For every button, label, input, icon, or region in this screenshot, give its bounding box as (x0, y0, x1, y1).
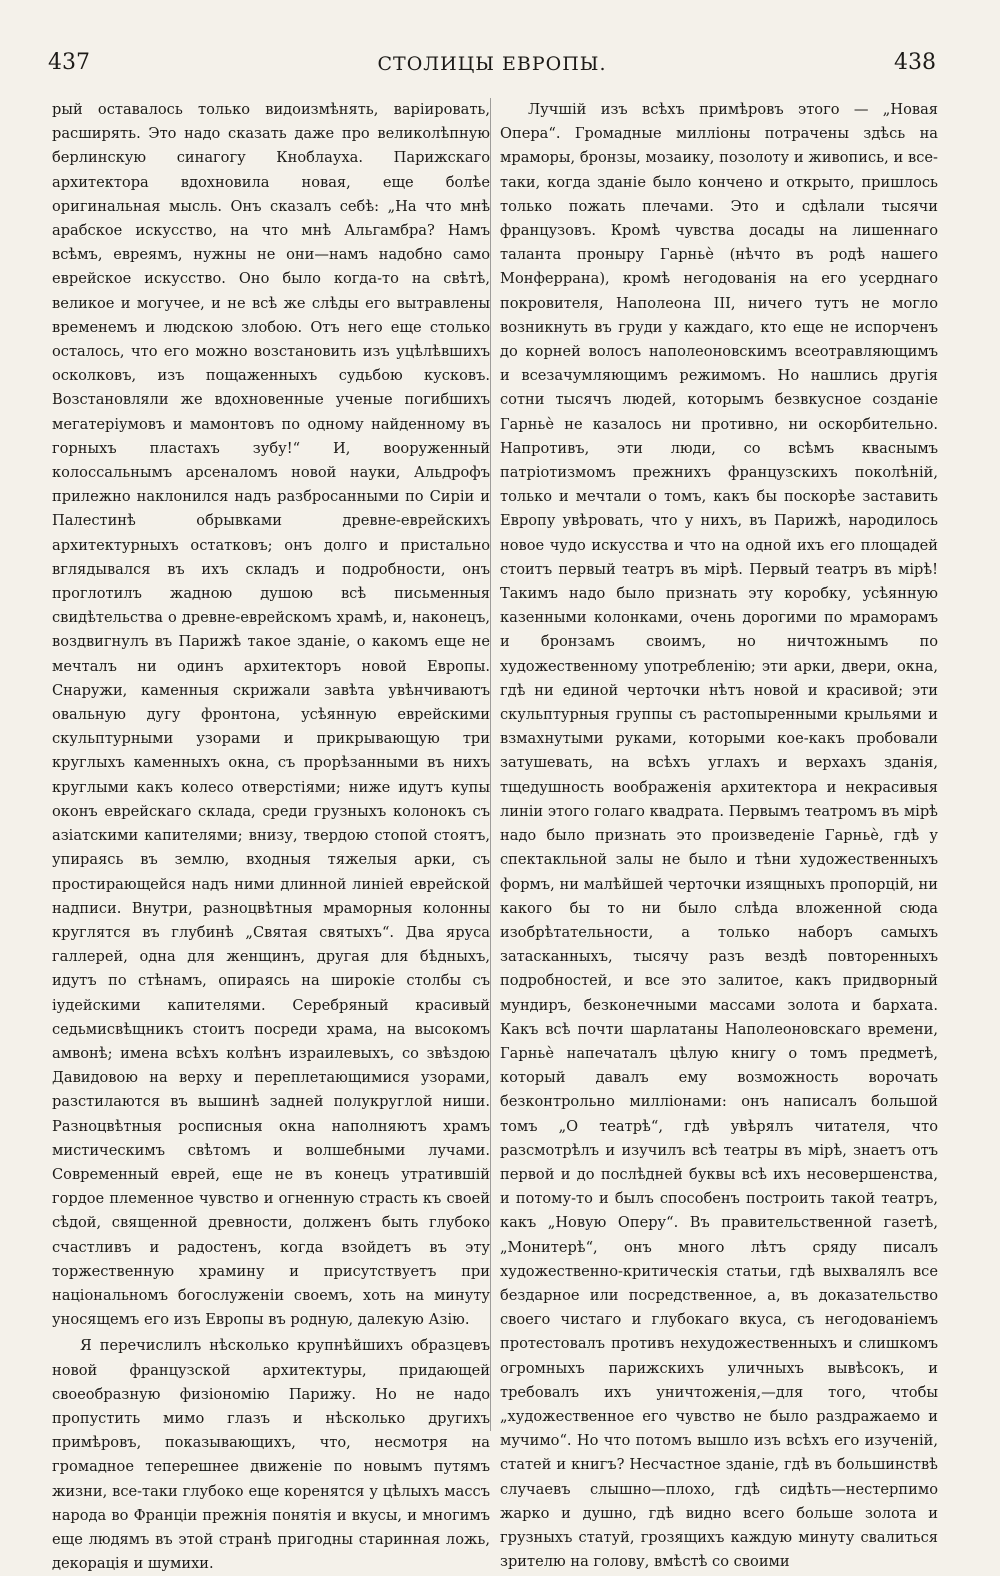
page-number-right: 438 (894, 50, 936, 75)
paragraph: Я перечислилъ нѣсколько крупнѣйшихъ образцевъ новой французской архитектуры, придающей своеобразную физіономію Парижу. Но не надо пропустить мимо глазъ и нѣсколько другихъ примѣровъ, показывающихъ, что, несмотря на громадное теперешнее движеніе по новымъ путямъ жизни, все-таки глубоко еще коренятся у цѣлыхъ массъ народа во Франціи прежнія понятія и вкусы, и многимъ еще людямъ въ этой странѣ пригодны старинная ложь, декорація и шумихи. (52, 1337, 490, 1573)
paragraph: Лучшій изъ всѣхъ примѣровъ этого — „Новая Опера“. Громадные милліоны потрачены здѣсь на мраморы, бронзы, мозаику, позолоту и живопись, и все-таки, когда зданіе было кончено и открыто, пришлось только пожать плечами. Это и сдѣлали тысячи французовъ. Кромѣ чувства досады на лишеннаго таланта проныру Гарньѐ (нѣчто въ родѣ нашего Монферрана), кромѣ негодованія на его усерднаго покровителя, Наполеона III, ничего тутъ не могло возникнуть въ груди у каждаго, кто еще не испорченъ до корней волосъ наполеоновскимъ всеотравляющимъ и всезачумляющимъ режимомъ. Но нашлись другія сотни тысячъ людей, которымъ безвкусное созданіе Гарньѐ не казалось ни противно, ни оскорбительно. Напротивъ, эти люди, со всѣмъ кваснымъ патріотизмомъ прежнихъ французскихъ поколѣній, только и мечтали о томъ, какъ бы поскорѣе заставить Европу увѣровать, что у нихъ, въ Парижѣ, народилось новое чудо искусства и что на одной ихъ его площадей стоитъ первый театръ въ мірѣ. Первый театръ въ мірѣ! Такимъ надо было признать эту коробку, усѣянную казенными колонками, очень дорогими по мраморамъ и бронзамъ своимъ, но ничтожнымъ по художественному употребленію; эти арки, двери, окна, гдѣ ни единой черточки нѣтъ новой и красивой; эти скульптурныя группы съ растопыренными крыльями и взмахнутыми руками, которыми кое-какъ пробовали затушевать, на всѣхъ углахъ и верхахъ зданія, тщедушность воображенія архитектора и некрасивыя линіи этого голаго квадрата. Первымъ театромъ въ мірѣ надо было признать это произведеніе Гарньѐ, гдѣ у спектакльной залы не было и тѣни художественныхъ формъ, ни малѣйшей черточки изящныхъ пропорцій, ни какого бы то ни было слѣда вложенной сюда изобрѣтательности, а только наборъ самыхъ затасканныхъ, тысячу разъ вездѣ повторенныхъ подробностей, и все это залитое, какъ придворный мундиръ, безконечными массами золота и бархата. Какъ всѣ почти шарлатаны Наполеоновскаго времени, Гарньѐ напечаталъ цѣлую книгу о томъ предметѣ, который давалъ ему возможность ворочать безконтрольно милліонами: онъ написалъ большой томъ „О театрѣ“, гдѣ увѣрялъ читателя, что разсмотрѣлъ и изучилъ всѣ театры въ мірѣ, знаетъ отъ первой и до послѣдней буквы всѣ ихъ несовершенства, и потому-то и былъ способенъ построить такой театръ, какъ „Новую Оперу“. Въ правительственной газетѣ, „Монитерѣ“, онъ много лѣтъ сряду писалъ художественно-критическія статьи, гдѣ выхвалялъ все бездарное или посредственное, а, въ доказательство своего чистаго и глубокаго вкуса, съ негодованіемъ протестовалъ противъ нехудожественныхъ и слишкомъ огромныхъ парижскихъ уличныхъ вывѣсокъ, и требовалъ ихъ уничтоженія,—для того, чтобы „художественное его чувство не было раздражаемо и мучимо“. Но что потомъ вышло изъ всѣхъ его изученій, статей и книгъ? Несчастное зданіе, гдѣ въ большинствѣ случаевъ слышно—плохо, гдѣ сидѣть—нестерпимо жарко и душно, гдѣ видно всего больше золота и грузныхъ статуй, грозящихъ каждую минуту свалиться зрителю на голову, вмѣстѣ со своими (500, 101, 938, 1571)
running-header (48, 50, 936, 84)
left-column (52, 98, 490, 1576)
column-divider (490, 98, 491, 1431)
right-column (500, 98, 938, 1574)
running-title: СТОЛИЦЫ ЕВРОПЫ. (377, 53, 607, 75)
paragraph: рый оставалось только видоизмѣнять, варіировать, расширять. Это надо сказать даже про великолѣпную берлинскую синагогу Кноблауха. Парижскаго архитектора вдохновила новая, еще болѣе оригинальная мысль. Онъ сказалъ себѣ: „На что мнѣ арабское искусство, на что мнѣ Альгамбра? Намъ всѣмъ, евреямъ, нужны не они—намъ надобно само еврейское искусство. Оно было когда-то на свѣтѣ, великое и могучее, и не всѣ же слѣды его вытравлены временемъ и людскою злобою. Отъ него еще столько осталось, что его можно возстановить изъ уцѣлѣвшихъ осколковъ, изъ пощаженныхъ судьбою кусковъ. Возстановляли же вдохновенные ученые погибшихъ мегатеріумовъ и мамонтовъ по одному найденному въ горныхъ пластахъ зубу!“ И, вооруженный колоссальнымъ арсеналомъ новой науки, Альдрофъ прилежно наклонился надъ разбросанными по Сиріи и Палестинѣ обрывками древне-еврейскихъ архитектурныхъ остатковъ; онъ долго и пристально вглядывался въ ихъ складъ и подробности, онъ проглотилъ жадною душою всѣ письменныя свидѣтельства о древне-еврейскомъ храмѣ, и, наконецъ, воздвигнулъ въ Парижѣ такое зданіе, о какомъ еще не мечталъ ни одинъ архитекторъ новой Европы. Снаружи, каменныя скрижали завѣта увѣнчиваютъ овальную дугу фронтона, усѣянную еврейскими скульптурными узорами и прикрывающую три круглыхъ каменныхъ окна, съ прорѣзанными въ нихъ круглыми какъ колесо отверстіями; ниже идутъ купы оконъ еврейскаго склада, среди грузныхъ колонокъ съ азіатскими капителями; внизу, твердою стопой стоятъ, упираясь въ землю, входныя тяжелыя арки, съ простирающейся надъ ними длинной линіей еврейской надписи. Внутри, разноцвѣтныя мраморныя колонны круглятся въ глубинѣ „Святая святыхъ“. Два яруса галлерей, одна для женщинъ, другая для бѣдныхъ, идутъ по стѣнамъ, опираясь на широкіе столбы съ іудейскими капителями. Серебряный красивый седьмисвѣщникъ стоитъ посреди храма, на высокомъ амвонѣ; имена всѣхъ колѣнъ израилевыхъ, со звѣздою Давидовою на верху и переплетающимися узорами, разстилаются въ вышинѣ задней полукруглой ниши. Разноцвѣтныя росписныя окна наполняютъ храмъ мистическимъ свѣтомъ и волшебными лучами. Современный еврей, еще не въ конецъ утратившій гордое племенное чувство и огненную страсть къ своей сѣдой, священной древности, долженъ быть глубоко счастливъ и радостенъ, когда взойдетъ въ эту торжественную храмину и присутствуетъ при національномъ богослуженіи своемъ, хоть на минуту уносящемъ его изъ Европы въ родную, далекую Азію. (52, 101, 490, 1329)
page-number-left: 437 (48, 50, 90, 75)
